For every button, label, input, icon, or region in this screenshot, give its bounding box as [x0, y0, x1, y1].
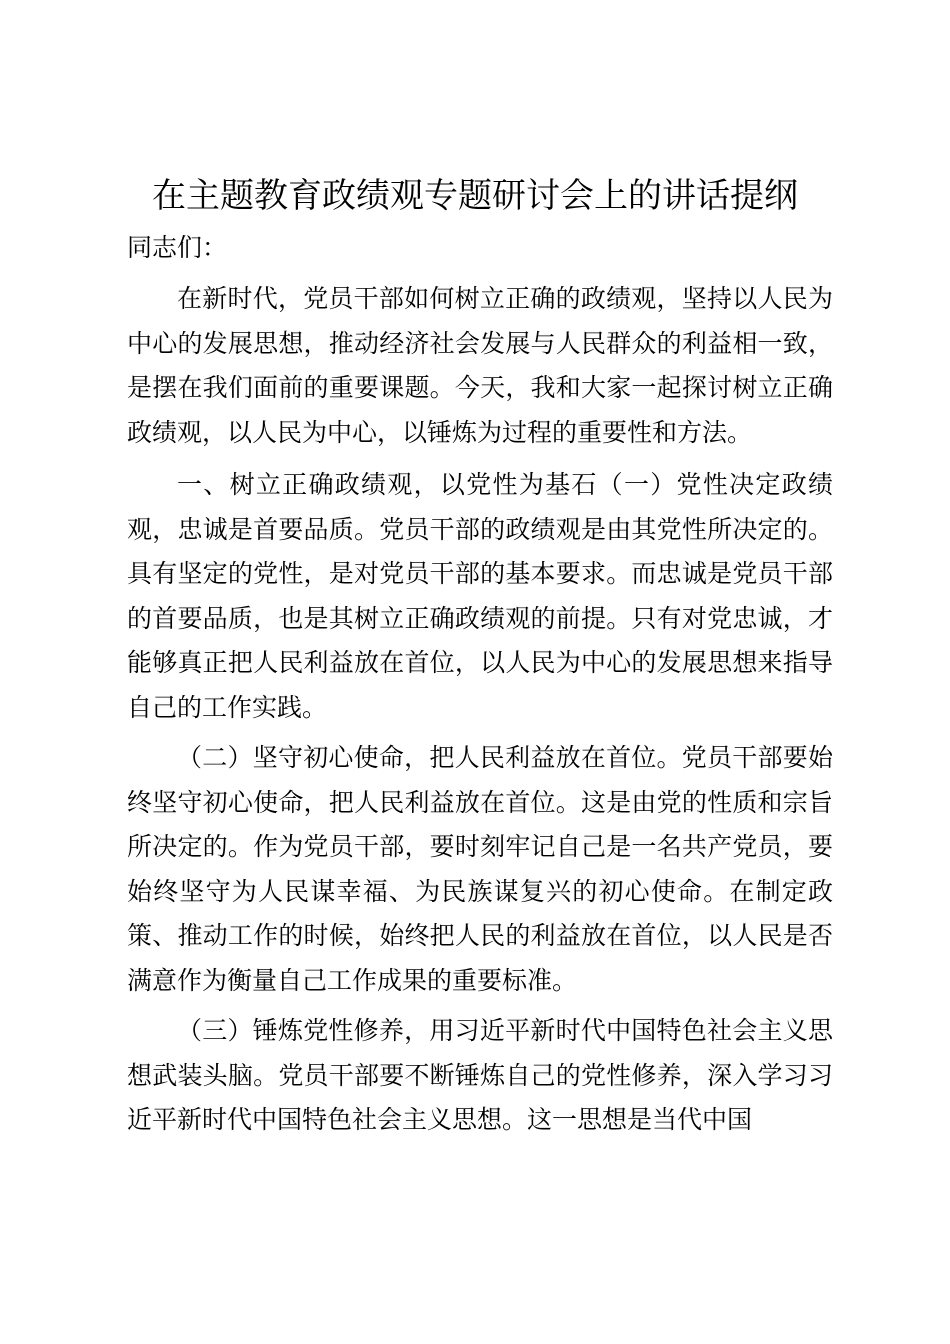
document-title: 在主题教育政绩观专题研讨会上的讲话提纲 — [152, 176, 798, 216]
paragraph-section-2: （二）坚守初心使命，把人民利益放在首位。党员干部要始终坚守初心使命，把人民利益放在首位。这是由党的性质和宗旨所决定的。作为党员干部，要时刻牢记自己是一名共产党员，要始终坚守为人民谋幸福、为民族谋复兴的初心使命。在制定政策、推动工作的时候，始终把人民的利益放在首位，以人民是否满意作为衡量自己工作成果的重要标准。 — [127, 743, 833, 995]
paragraph-section-1: 一、树立正确政绩观，以党性为基石（一）党性决定政绩观，忠诚是首要品质。党员干部的政绩观是由其党性所决定的。具有坚定的党性，是对党员干部的基本要求。而忠诚是党员干部的首要品质，也是其树立正确政绩观的前提。只有对党忠诚，才能够真正把人民利益放在首位，以人民为中心的发展思想来指导自己的工作实践。 — [127, 470, 833, 722]
document-body — [127, 226, 833, 1143]
salutation: 同志们： — [127, 233, 228, 262]
paragraph-intro: 在新时代，党员干部如何树立正确的政绩观，坚持以人民为中心的发展思想，推动经济社会发展与人民群众的利益相一致，是摆在我们面前的重要课题。今天，我和大家一起探讨树立正确政绩观，以人民为中心，以锤炼为过程的重要性和方法。 — [127, 284, 833, 447]
paragraph-section-3: （三）锤炼党性修养，用习近平新时代中国特色社会主义思想武装头脑。党员干部要不断锤炼自己的党性修养，深入学习习近平新时代中国特色社会主义思想。这一思想是当代中国 — [127, 1016, 833, 1134]
